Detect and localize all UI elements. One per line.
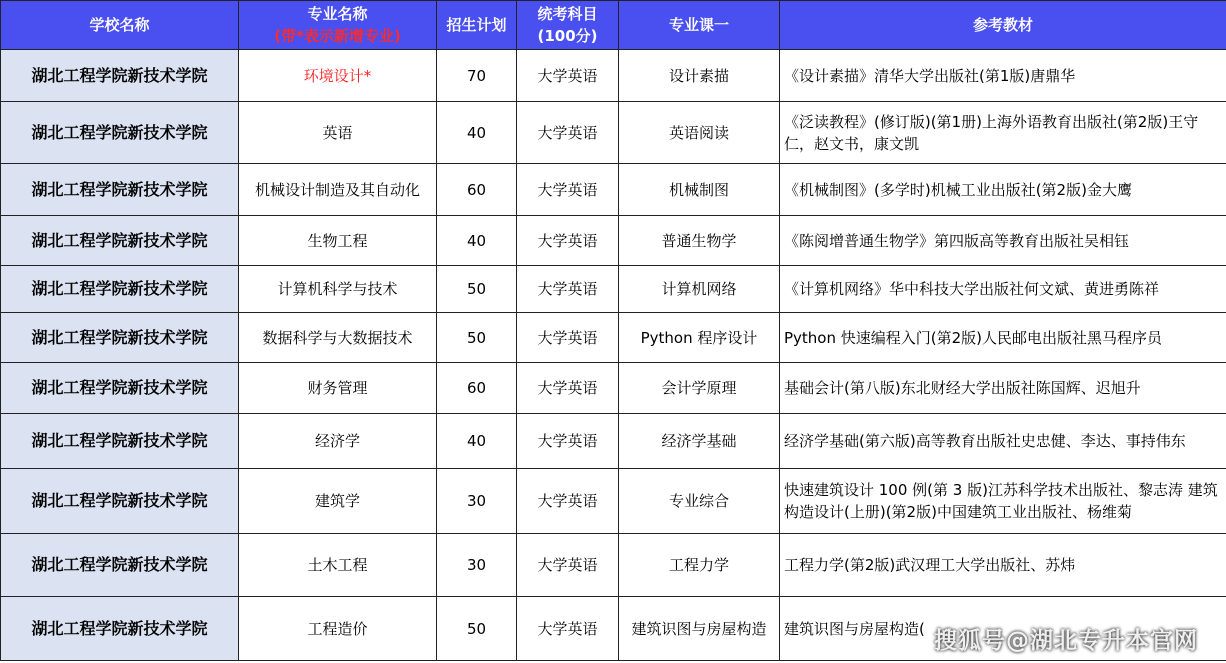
- header-course: 专业课一: [619, 1, 780, 50]
- cell-book: 《设计素描》清华大学出版社(第1版)唐鼎华: [780, 50, 1226, 102]
- header-major-note: (带*表示新增专业): [274, 27, 401, 45]
- cell-school: 湖北工程学院新技术学院: [1, 414, 239, 469]
- cell-exam: 大学英语: [517, 164, 619, 216]
- cell-exam: 大学英语: [517, 363, 619, 414]
- table-row: [1, 313, 1226, 363]
- header-major: [239, 1, 437, 50]
- cell-book: 工程力学(第2版)武汉理工大学出版社、苏炜: [780, 534, 1226, 597]
- header-plan: 招生计划: [437, 1, 517, 50]
- cell-course: 建筑识图与房屋构造: [619, 597, 780, 661]
- cell-plan: 40: [437, 216, 517, 266]
- cell-exam: 大学英语: [517, 597, 619, 661]
- cell-exam: 大学英语: [517, 102, 619, 164]
- header-exam-line2: (100分): [537, 27, 598, 45]
- cell-major: 建筑学: [239, 469, 437, 534]
- cell-course: 会计学原理: [619, 363, 780, 414]
- cell-exam: 大学英语: [517, 216, 619, 266]
- cell-plan: 30: [437, 534, 517, 597]
- header-exam: [517, 1, 619, 50]
- table-row: [1, 102, 1226, 164]
- header-book: 参考教材: [780, 1, 1226, 50]
- cell-course: 机械制图: [619, 164, 780, 216]
- table-row: [1, 216, 1226, 266]
- table-row: [1, 469, 1226, 534]
- cell-school: 湖北工程学院新技术学院: [1, 164, 239, 216]
- table-row: [1, 50, 1226, 102]
- cell-major: 环境设计*: [239, 50, 437, 102]
- cell-exam: 大学英语: [517, 414, 619, 469]
- cell-school: 湖北工程学院新技术学院: [1, 597, 239, 661]
- cell-plan: 50: [437, 266, 517, 313]
- cell-major: 土木工程: [239, 534, 437, 597]
- cell-course: Python 程序设计: [619, 313, 780, 363]
- cell-plan: 30: [437, 469, 517, 534]
- cell-book: 基础会计(第八版)东北财经大学出版社陈国辉、迟旭升: [780, 363, 1226, 414]
- cell-major: 数据科学与大数据技术: [239, 313, 437, 363]
- header-major-label: 专业名称: [307, 5, 368, 23]
- table-row: [1, 266, 1226, 313]
- cell-plan: 60: [437, 363, 517, 414]
- header-exam-line1: 统考科目: [537, 5, 598, 23]
- cell-school: 湖北工程学院新技术学院: [1, 313, 239, 363]
- cell-major: 经济学: [239, 414, 437, 469]
- table-row: [1, 534, 1226, 597]
- cell-book: 建筑识图与房屋构造(: [780, 597, 1226, 661]
- table-row: [1, 363, 1226, 414]
- cell-book: Python 快速编程入门(第2版)人民邮电出版社黑马程序员: [780, 313, 1226, 363]
- cell-exam: 大学英语: [517, 313, 619, 363]
- cell-book: 《机械制图》(多学时)机械工业出版社(第2版)金大鹰: [780, 164, 1226, 216]
- cell-major: 财务管理: [239, 363, 437, 414]
- cell-school: 湖北工程学院新技术学院: [1, 50, 239, 102]
- cell-course: 普通生物学: [619, 216, 780, 266]
- table-row: [1, 164, 1226, 216]
- cell-book: 经济学基础(第六版)高等教育出版社史忠健、李达、事持伟东: [780, 414, 1226, 469]
- cell-exam: 大学英语: [517, 469, 619, 534]
- cell-school: 湖北工程学院新技术学院: [1, 102, 239, 164]
- cell-plan: 40: [437, 102, 517, 164]
- cell-plan: 70: [437, 50, 517, 102]
- cell-course: 专业综合: [619, 469, 780, 534]
- cell-major: 英语: [239, 102, 437, 164]
- cell-plan: 40: [437, 414, 517, 469]
- cell-book: 《泛读教程》(修订版)(第1册)上海外语教育出版社(第2版)王守仁，赵文书，康文凯: [780, 102, 1226, 164]
- cell-course: 经济学基础: [619, 414, 780, 469]
- cell-major: 机械设计制造及其自动化: [239, 164, 437, 216]
- cell-course: 英语阅读: [619, 102, 780, 164]
- cell-major: 计算机科学与技术: [239, 266, 437, 313]
- cell-exam: 大学英语: [517, 266, 619, 313]
- cell-major: 工程造价: [239, 597, 437, 661]
- cell-plan: 50: [437, 597, 517, 661]
- watermark: 搜狐号@湖北专升本官网: [934, 628, 1198, 654]
- cell-exam: 大学英语: [517, 50, 619, 102]
- cell-major: 生物工程: [239, 216, 437, 266]
- cell-school: 湖北工程学院新技术学院: [1, 534, 239, 597]
- cell-school: 湖北工程学院新技术学院: [1, 266, 239, 313]
- cell-book: 《陈阅增普通生物学》第四版高等教育出版社吴相钰: [780, 216, 1226, 266]
- header-school: 学校名称: [1, 1, 239, 50]
- cell-school: 湖北工程学院新技术学院: [1, 469, 239, 534]
- header-row: [1, 1, 1226, 50]
- cell-book: 《计算机网络》华中科技大学出版社何文斌、黄进勇陈祥: [780, 266, 1226, 313]
- cell-course: 计算机网络: [619, 266, 780, 313]
- cell-school: 湖北工程学院新技术学院: [1, 363, 239, 414]
- cell-plan: 50: [437, 313, 517, 363]
- cell-exam: 大学英语: [517, 534, 619, 597]
- table-row: [1, 414, 1226, 469]
- cell-school: 湖北工程学院新技术学院: [1, 216, 239, 266]
- cell-course: 工程力学: [619, 534, 780, 597]
- cell-course: 设计素描: [619, 50, 780, 102]
- cell-plan: 60: [437, 164, 517, 216]
- cell-book: 快速建筑设计 100 例(第 3 版)江苏科学技术出版社、黎志涛 建筑构造设计(上册)(第2版)中国建筑工业出版社、杨维菊: [780, 469, 1226, 534]
